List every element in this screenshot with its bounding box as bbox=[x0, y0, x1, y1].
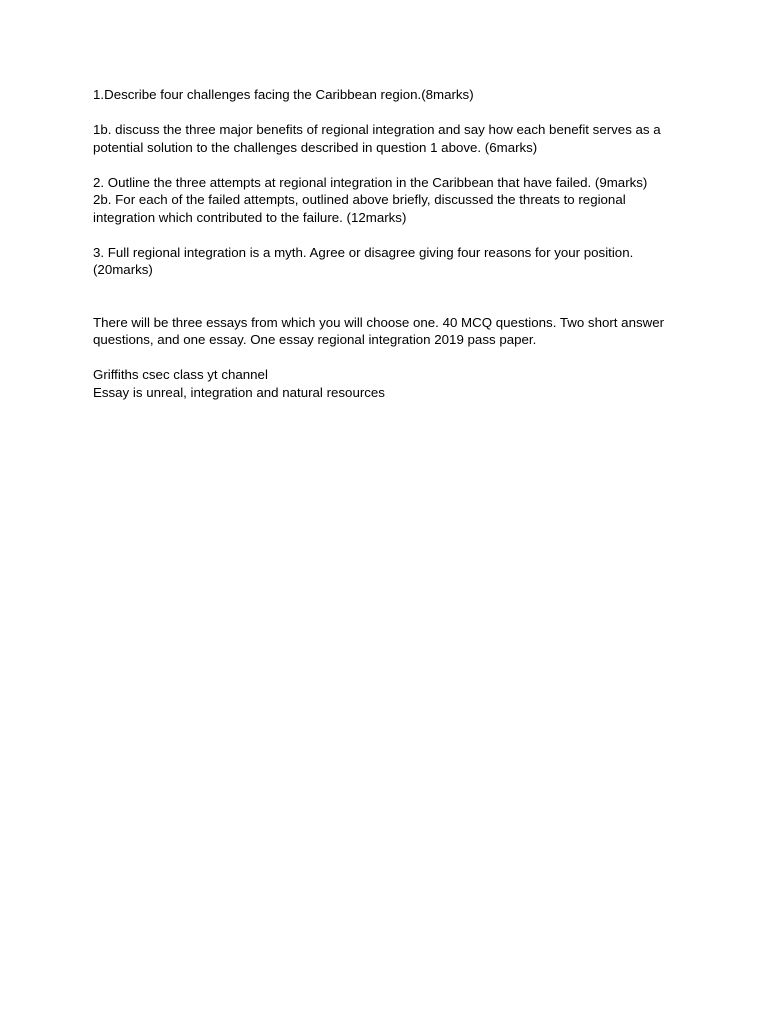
spacer bbox=[93, 104, 683, 122]
question-3: 3. Full regional integration is a myth. Agree or disagree giving four reasons for your position. (20marks) bbox=[93, 244, 634, 277]
spacer bbox=[93, 349, 683, 367]
question-2: 2. Outline the three attempts at regional integration in the Caribbean that have failed. (9marks) bbox=[93, 174, 648, 190]
spacer bbox=[93, 156, 683, 174]
document-body bbox=[93, 86, 683, 401]
exam-note: There will be three essays from which you will choose one. 40 MCQ questions. Two short answer questions, and one essay. One essay regional integration 2019 pass paper. bbox=[93, 314, 665, 347]
spacer bbox=[93, 226, 683, 244]
essay-note: Essay is unreal, integration and natural resources bbox=[93, 384, 385, 400]
question-1: 1.Describe four challenges facing the Caribbean region.(8marks) bbox=[93, 87, 474, 102]
channel-note: Griffiths csec class yt channel bbox=[93, 367, 268, 382]
question-1b: 1b. discuss the three major benefits of regional integration and say how each benefit serves as a potential solution to the challenges described in question 1 above. (6marks) bbox=[93, 122, 661, 155]
spacer bbox=[93, 279, 683, 314]
question-2b: 2b. For each of the failed attempts, outlined above briefly, discussed the threats to regional integration which contributed to the failure. (12marks) bbox=[93, 192, 626, 225]
